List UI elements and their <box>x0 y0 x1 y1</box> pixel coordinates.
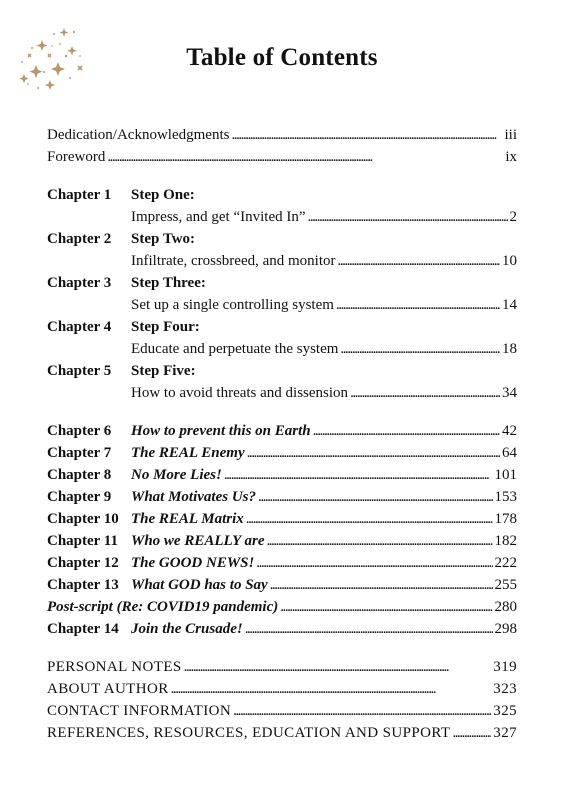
chapter-heading: Step Two: <box>131 231 196 247</box>
dot-leader <box>171 678 492 700</box>
toc-page-number: 323 <box>493 681 517 697</box>
chapter-label: Chapter 12 <box>47 555 119 571</box>
toc-entry-dedication[interactable] <box>47 124 517 146</box>
toc-entry-chapter-6[interactable] <box>131 420 517 442</box>
dot-leader <box>270 574 493 596</box>
toc-page-number: 64 <box>502 445 517 461</box>
toc-page-number: 153 <box>494 489 517 505</box>
toc-entry-contact-information[interactable] <box>47 700 517 722</box>
chapter-label: Chapter 5 <box>47 363 112 379</box>
chapter-label: Chapter 4 <box>47 319 112 335</box>
chapter-heading: Step Four: <box>131 319 200 335</box>
dot-leader <box>350 382 500 404</box>
toc-entry-references[interactable] <box>47 722 517 744</box>
dot-leader <box>336 294 500 316</box>
dot-leader <box>308 206 508 228</box>
chapter-label: Chapter 13 <box>47 577 119 593</box>
toc-page-number: ix <box>505 149 517 165</box>
toc-entry-chapter-2[interactable] <box>131 250 517 272</box>
toc-entry-chapter-3[interactable] <box>131 294 517 316</box>
toc-entry-title: What GOD has to Say <box>131 577 268 593</box>
toc-entry-text: How to avoid threats and dissension <box>131 385 349 401</box>
toc-page-number: 2 <box>509 209 517 225</box>
chapter-label: Chapter 6 <box>47 423 112 439</box>
toc-entry-text: Dedication/Acknowledgments <box>47 127 230 143</box>
toc-entry-chapter-12[interactable] <box>131 552 517 574</box>
toc-page-number: 101 <box>494 467 517 483</box>
toc-entry-title: How to prevent this on Earth <box>131 423 311 439</box>
toc-page-number: 298 <box>494 621 517 637</box>
dot-leader <box>313 420 500 442</box>
toc-entry-text: Foreword <box>47 149 106 165</box>
toc-entry-text: Impress, and get “Invited In” <box>131 209 306 225</box>
toc-entry-text: Set up a single controlling system <box>131 297 334 313</box>
toc-entry-text: REFERENCES, RESOURCES, EDUCATION AND SUPPORT <box>47 725 451 741</box>
toc-page-number: 327 <box>493 725 517 741</box>
toc-entry-text: ABOUT AUTHOR <box>47 681 169 697</box>
page-title: Table of Contents <box>186 44 378 71</box>
toc-page-number: 325 <box>493 703 517 719</box>
toc-entry-chapter-7[interactable] <box>131 442 517 464</box>
dot-leader <box>452 722 491 744</box>
dot-leader <box>266 530 492 552</box>
toc-entry-about-author[interactable] <box>47 678 517 700</box>
toc-entry-chapter-11[interactable] <box>131 530 517 552</box>
toc-entry-chapter-10[interactable] <box>131 508 517 530</box>
chapter-label: Chapter 1 <box>47 187 112 203</box>
toc-entry-chapter-1[interactable] <box>131 206 517 228</box>
dot-leader <box>184 656 492 678</box>
toc-entry-text: CONTACT INFORMATION <box>47 703 232 719</box>
toc-page-number: 34 <box>502 385 517 401</box>
toc-entry-foreword[interactable] <box>47 146 517 168</box>
toc-page-number: 319 <box>493 659 517 675</box>
toc-entry-chapter-13[interactable] <box>131 574 517 596</box>
chapter-heading: Step Five: <box>131 363 196 379</box>
toc-page-number: 18 <box>502 341 517 357</box>
toc-page-number: 14 <box>502 297 517 313</box>
dot-leader <box>258 486 492 508</box>
toc-entry-title: Who we REALLY are <box>131 533 265 549</box>
chapter-label: Chapter 3 <box>47 275 112 291</box>
dot-leader <box>224 464 493 486</box>
toc-entry-text: Infiltrate, crossbreed, and monitor <box>131 253 336 269</box>
toc-page-number: iii <box>504 127 517 143</box>
toc-entry-title: No More Lies! <box>131 467 222 483</box>
chapter-label: Chapter 14 <box>47 621 119 637</box>
chapter-label: Chapter 11 <box>47 533 118 549</box>
chapter-label: Chapter 2 <box>47 231 112 247</box>
toc-page-number: 222 <box>494 555 517 571</box>
toc-entry-title: What Motivates Us? <box>131 489 257 505</box>
dot-leader <box>246 508 493 530</box>
toc-entry-text: Educate and perpetuate the system <box>131 341 339 357</box>
dot-leader <box>233 700 491 722</box>
toc-page-number: 255 <box>494 577 517 593</box>
dot-leader <box>247 442 500 464</box>
chapter-heading: Step One: <box>131 187 195 203</box>
dot-leader <box>245 618 493 640</box>
toc-entry-title: The REAL Enemy <box>131 445 245 461</box>
toc-entry-title: The GOOD NEWS! <box>131 555 255 571</box>
toc-page-number: 42 <box>502 423 517 439</box>
dot-leader <box>107 146 503 168</box>
dot-leader <box>231 124 502 146</box>
toc-entry-title: Join the Crusade! <box>131 621 243 637</box>
toc-page-number: 10 <box>502 253 517 269</box>
toc-entry-postscript[interactable] <box>47 596 517 618</box>
toc-page-number: 280 <box>494 599 517 615</box>
toc-entry-text: PERSONAL NOTES <box>47 659 182 675</box>
toc-entry-title: The REAL Matrix <box>131 511 244 527</box>
toc-entry-chapter-14[interactable] <box>131 618 517 640</box>
toc-entry-chapter-5[interactable] <box>131 382 517 404</box>
chapter-label: Chapter 7 <box>47 445 112 461</box>
toc-entry-title: Post-script (Re: COVID19 pandemic) <box>47 599 279 615</box>
toc-entry-chapter-8[interactable] <box>131 464 517 486</box>
chapter-heading: Step Three: <box>131 275 206 291</box>
toc-page-number: 178 <box>494 511 517 527</box>
toc-page-number: 182 <box>494 533 517 549</box>
dot-leader <box>256 552 492 574</box>
dot-leader <box>338 250 500 272</box>
toc-entry-chapter-9[interactable] <box>131 486 517 508</box>
chapter-label: Chapter 8 <box>47 467 112 483</box>
toc-entry-personal-notes[interactable] <box>47 656 517 678</box>
dot-leader <box>340 338 500 360</box>
toc-entry-chapter-4[interactable] <box>131 338 517 360</box>
chapter-label: Chapter 10 <box>47 511 119 527</box>
chapter-label: Chapter 9 <box>47 489 112 505</box>
dot-leader <box>280 596 492 618</box>
